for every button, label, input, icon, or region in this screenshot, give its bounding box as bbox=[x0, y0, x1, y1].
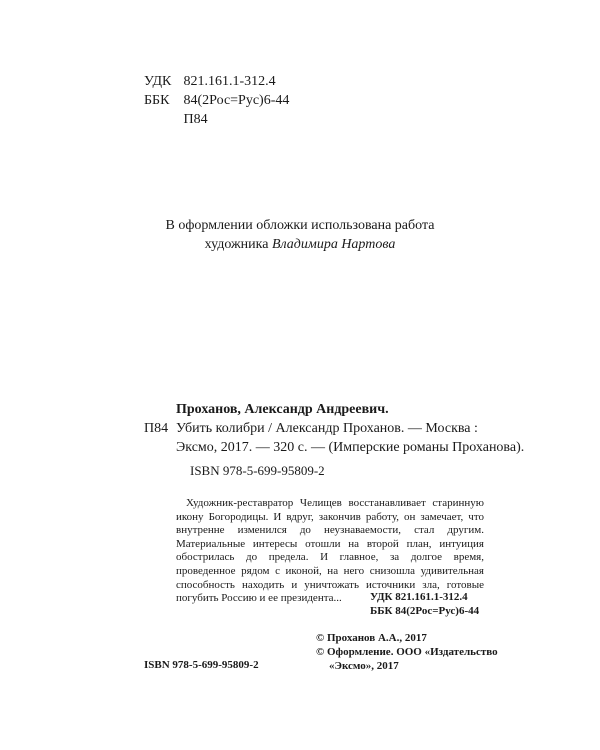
copyright-block bbox=[316, 631, 498, 673]
title-line bbox=[144, 419, 524, 438]
udk-label: УДК bbox=[144, 74, 172, 89]
copyright-design-line2: «Эксмо», 2017 bbox=[329, 660, 399, 672]
cover-credit-line2 bbox=[0, 235, 600, 254]
bbk-bottom: ББК 84(2Рос=Рус)6-44 bbox=[370, 605, 480, 617]
bbk-value: 84(2Рос=Рус)6-44 bbox=[183, 93, 290, 108]
title-statement: Убить колибри / Александр Проханов. — Москва : bbox=[176, 421, 478, 436]
udk-value: 821.161.1-312.4 bbox=[183, 74, 276, 89]
cover-artist-name: Владимира Нартова bbox=[271, 237, 396, 252]
cover-credit bbox=[0, 216, 600, 254]
bibliographic-record bbox=[144, 400, 524, 457]
classification-codes bbox=[144, 72, 289, 129]
copyright-author: © Проханов А.А., 2017 bbox=[316, 632, 427, 644]
cover-credit-prefix: художника bbox=[204, 237, 272, 252]
author-heading: Проханов, Александр Андреевич. bbox=[176, 402, 389, 417]
copyright-design-line1: © Оформление. ООО «Издательство bbox=[316, 646, 498, 658]
author-code: П84 bbox=[183, 112, 208, 127]
bbk-label: ББК bbox=[144, 93, 170, 108]
biblio-code: П84 bbox=[144, 421, 169, 436]
author-code-row bbox=[144, 110, 289, 129]
isbn-record: ISBN 978-5-699-95809-2 bbox=[190, 463, 325, 478]
publication-line: Эксмо, 2017. — 320 с. — (Имперские романы Проханова). bbox=[176, 440, 525, 455]
bbk-row bbox=[144, 91, 289, 110]
udk-bottom: УДК 821.161.1-312.4 bbox=[370, 591, 468, 603]
annotation-text: Художник-реставратор Челищев восстанавливает старинную икону Богородицы. И вдруг, закончив работу, он замечает, что внутренне изменился до неузнаваемости, стал другим. Материальные интересы отошли на второй план, интуиция обострилась до предела. И главное, за долгое время, проведенное рядом с иконой, на него снизошла удивительная способность находить и уничтожать источники зла, готовые погубить Россию и ее президента... bbox=[176, 497, 484, 605]
cover-credit-line1: В оформлении обложки использована работа bbox=[165, 218, 435, 233]
isbn-bottom: ISBN 978-5-699-95809-2 bbox=[144, 659, 259, 671]
classification-codes-bottom bbox=[370, 590, 479, 618]
udk-row bbox=[144, 72, 289, 91]
